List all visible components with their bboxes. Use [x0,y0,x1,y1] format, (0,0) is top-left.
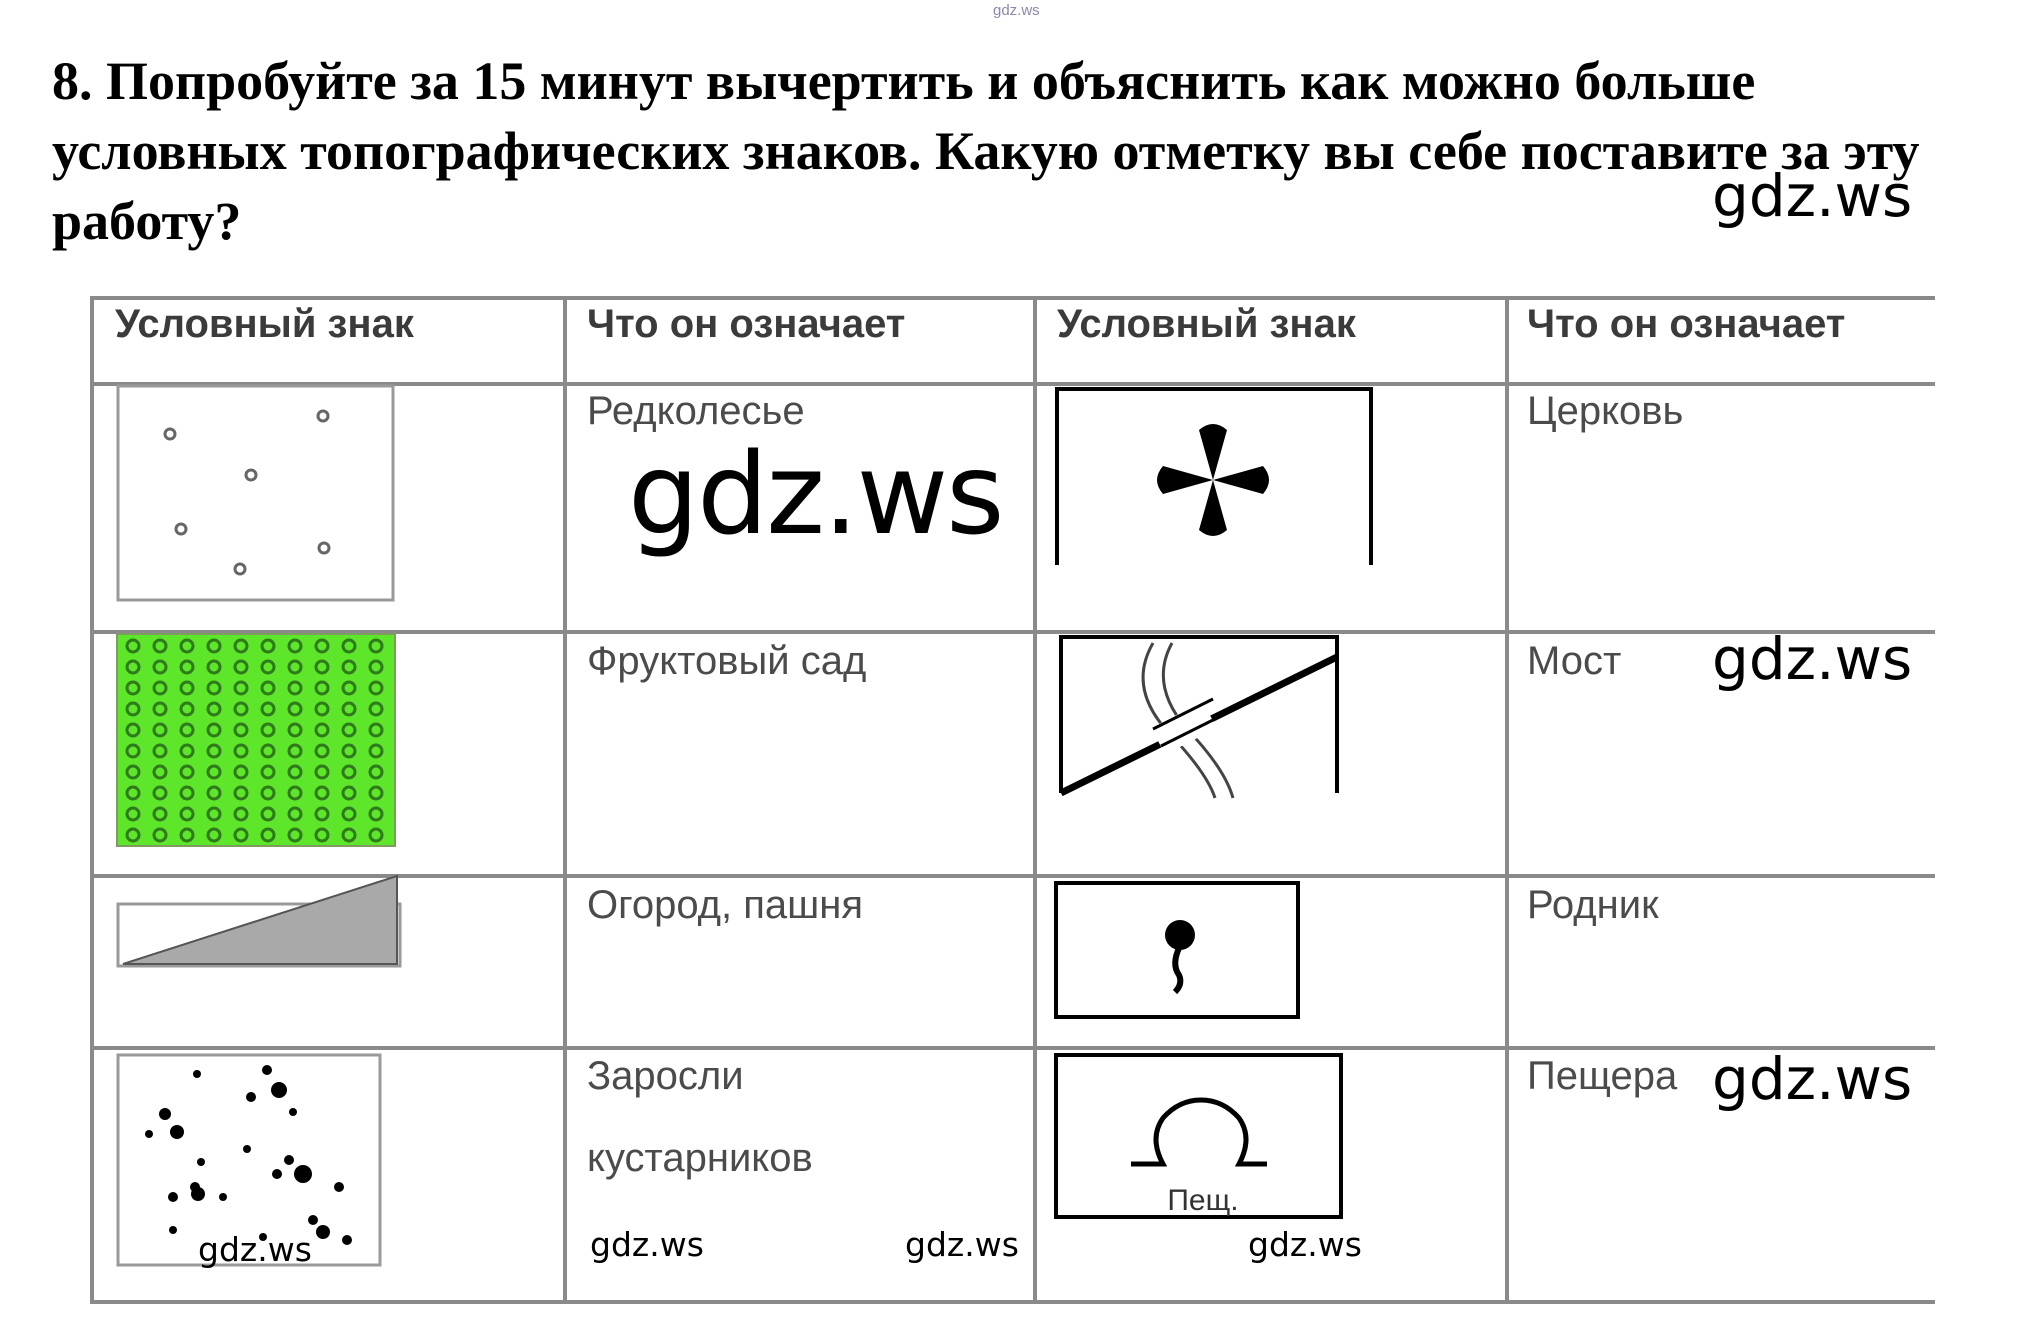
orchard-symbol [115,632,400,850]
field-symbol [115,872,405,972]
watermark: gdz.ws [905,1225,1019,1264]
watermark: gdz.ws [1712,162,1913,230]
meaning-field: Огород, пашня [587,883,863,927]
question-text: 8. Попробуйте за 15 минут вычертить и объяснить как можно больше условных топографических знаков. Какую отметку вы себе поставите за эту работу? [52,51,1920,251]
watermark: gdz.ws [590,1225,704,1264]
meaning-sparse-forest: Редколесье [587,389,805,433]
header-meaning-left: Что он означает [587,302,906,346]
meaning-church: Церковь [1527,389,1684,433]
meaning-shrubs-line1: Заросли [587,1054,744,1098]
sparse-forest-symbol [115,383,400,605]
header-meaning-right: Что он означает [1527,302,1846,346]
cave-label: Пещ. [1167,1184,1239,1217]
meaning-cave: Пещера [1527,1054,1678,1098]
header-symbol-right: Условный знак [1057,302,1356,346]
watermark-large: gdz.ws [628,430,1003,560]
top-watermark: gdz.ws [993,2,1040,19]
header-symbol-left: Условный знак [115,302,414,346]
bridge-symbol [1057,633,1347,803]
meaning-shrubs-line2: кустарников [587,1136,813,1180]
meaning-bridge: Мост [1527,639,1622,683]
watermark: gdz.ws [1712,1045,1913,1113]
meaning-orchard: Фруктовый сад [587,639,867,683]
cave-symbol [1053,1052,1348,1222]
meaning-spring: Родник [1527,883,1659,927]
watermark: gdz.ws [198,1230,312,1269]
church-symbol [1053,385,1377,570]
spring-symbol [1053,880,1303,1020]
watermark: gdz.ws [1248,1225,1362,1264]
watermark: gdz.ws [1712,625,1913,693]
